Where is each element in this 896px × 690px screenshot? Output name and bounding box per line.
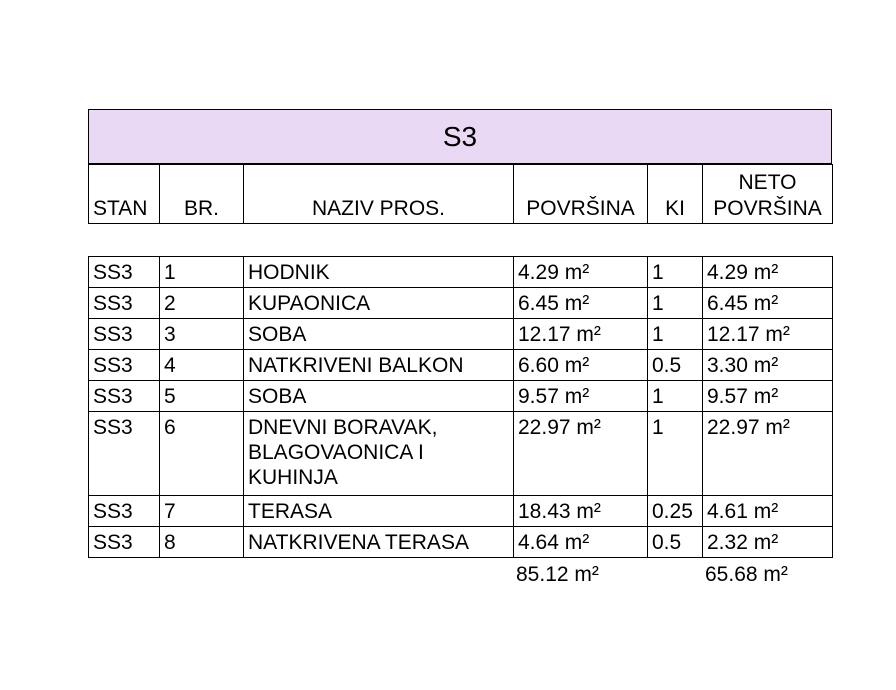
total-neto-povrsina: 65.68 m² bbox=[705, 563, 788, 586]
cell-ki: 0.25 bbox=[648, 496, 703, 527]
cell-neto: 3.30 m² bbox=[703, 350, 833, 381]
header-br: BR. bbox=[160, 165, 244, 224]
cell-neto: 4.29 m² bbox=[703, 257, 833, 288]
header-stan: STAN bbox=[89, 165, 160, 224]
header-neto-line1: NETO bbox=[738, 171, 797, 194]
cell-stan: SS3 bbox=[89, 381, 160, 412]
table-row bbox=[89, 496, 833, 527]
header-povrsina: POVRŠINA bbox=[514, 165, 648, 224]
cell-ki: 1 bbox=[648, 257, 703, 288]
area-table-sheet bbox=[88, 109, 832, 588]
cell-naziv: NATKRIVENI BALKON bbox=[244, 350, 514, 381]
cell-ki: 0.5 bbox=[648, 527, 703, 558]
cell-neto: 6.45 m² bbox=[703, 288, 833, 319]
rooms-table bbox=[88, 256, 833, 558]
table-row bbox=[89, 381, 833, 412]
cell-stan: SS3 bbox=[89, 496, 160, 527]
cell-povrsina: 6.45 m² bbox=[514, 288, 648, 319]
cell-povrsina: 6.60 m² bbox=[514, 350, 648, 381]
cell-ki: 0.5 bbox=[648, 350, 703, 381]
cell-stan: SS3 bbox=[89, 527, 160, 558]
cell-stan: SS3 bbox=[89, 288, 160, 319]
cell-naziv: SOBA bbox=[244, 319, 514, 350]
cell-br: 5 bbox=[160, 381, 244, 412]
cell-br: 8 bbox=[160, 527, 244, 558]
cell-povrsina: 9.57 m² bbox=[514, 381, 648, 412]
header-ki: KI bbox=[648, 165, 703, 224]
cell-ki: 1 bbox=[648, 288, 703, 319]
cell-ki: 1 bbox=[648, 381, 703, 412]
table-row bbox=[89, 350, 833, 381]
cell-naziv: SOBA bbox=[244, 381, 514, 412]
header-naziv: NAZIV PROS. bbox=[244, 165, 514, 224]
header-row bbox=[89, 165, 833, 224]
table-row bbox=[89, 257, 833, 288]
table-row bbox=[89, 319, 833, 350]
cell-povrsina: 22.97 m² bbox=[514, 412, 648, 496]
cell-br: 4 bbox=[160, 350, 244, 381]
header-neto-line2: POVRŠINA bbox=[713, 197, 822, 220]
table-row bbox=[89, 527, 833, 558]
cell-ki: 1 bbox=[648, 412, 703, 496]
cell-naziv: NATKRIVENA TERASA bbox=[244, 527, 514, 558]
cell-neto: 9.57 m² bbox=[703, 381, 833, 412]
cell-neto: 22.97 m² bbox=[703, 412, 833, 496]
cell-stan: SS3 bbox=[89, 257, 160, 288]
cell-stan: SS3 bbox=[89, 412, 160, 496]
cell-br: 2 bbox=[160, 288, 244, 319]
cell-naziv: DNEVNI BORAVAK, BLAGOVAONICA I KUHINJA bbox=[244, 412, 514, 496]
cell-ki: 1 bbox=[648, 319, 703, 350]
header-table bbox=[88, 164, 833, 224]
header-neto-povrsina bbox=[703, 165, 833, 224]
cell-naziv: HODNIK bbox=[244, 257, 514, 288]
table-row bbox=[89, 412, 833, 496]
cell-naziv: TERASA bbox=[244, 496, 514, 527]
cell-povrsina: 4.64 m² bbox=[514, 527, 648, 558]
cell-povrsina: 12.17 m² bbox=[514, 319, 648, 350]
table-title: S3 bbox=[88, 109, 832, 164]
cell-br: 1 bbox=[160, 257, 244, 288]
cell-neto: 4.61 m² bbox=[703, 496, 833, 527]
cell-br: 7 bbox=[160, 496, 244, 527]
cell-povrsina: 4.29 m² bbox=[514, 257, 648, 288]
cell-neto: 12.17 m² bbox=[703, 319, 833, 350]
total-povrsina: 85.12 m² bbox=[516, 563, 599, 586]
cell-stan: SS3 bbox=[89, 350, 160, 381]
cell-povrsina: 18.43 m² bbox=[514, 496, 648, 527]
cell-br: 6 bbox=[160, 412, 244, 496]
totals-row bbox=[88, 558, 832, 588]
table-row bbox=[89, 288, 833, 319]
cell-neto: 2.32 m² bbox=[703, 527, 833, 558]
cell-stan: SS3 bbox=[89, 319, 160, 350]
cell-naziv: KUPAONICA bbox=[244, 288, 514, 319]
cell-br: 3 bbox=[160, 319, 244, 350]
